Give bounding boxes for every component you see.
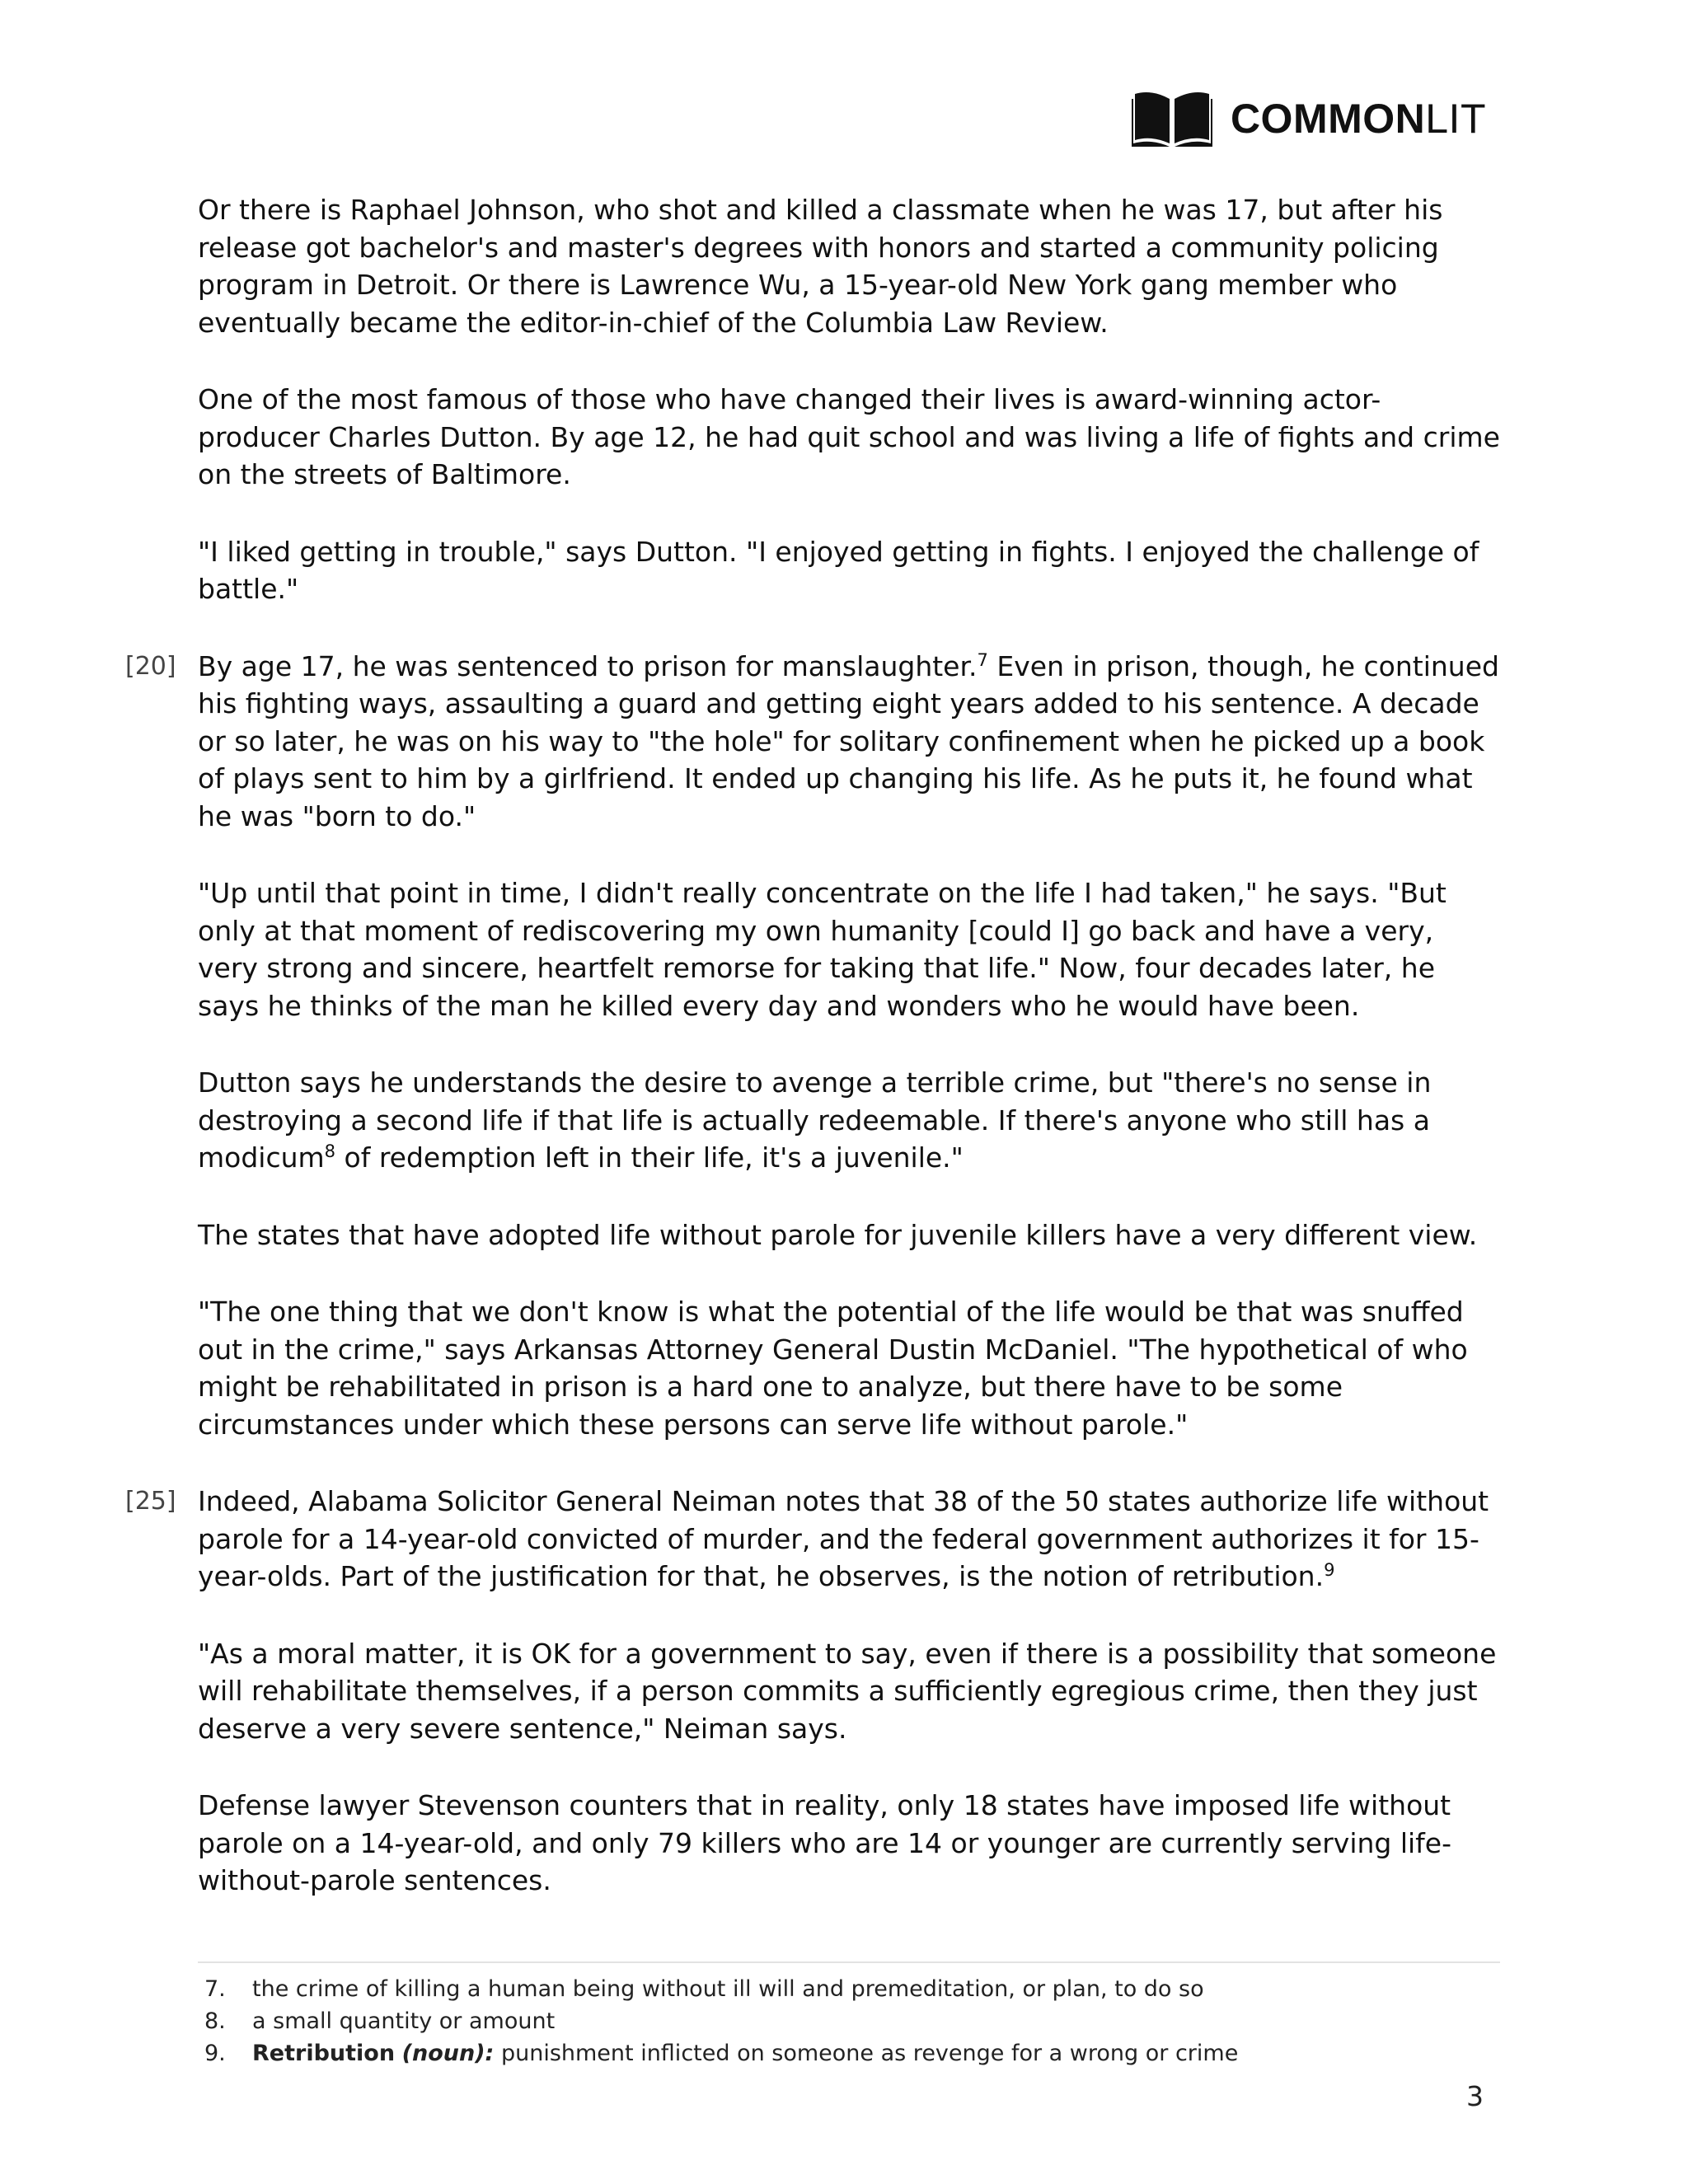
paragraph: Defense lawyer Stevenson counters that in reality, only 18 states have imposed life without parole on a 14-year-old, and only 79 killers who are 14 or younger are currently serving life-without-parole sentences. (198, 1789, 1452, 1896)
footnote: 7. the crime of killing a human being without ill will and premeditation, or plan, to do so (204, 1976, 1204, 2002)
footnote-ref: 7 (977, 649, 988, 670)
paragraph: Or there is Raphael Johnson, who shot and killed a classmate when he was 17, but after his release got bachelor's and master's degrees with honors and started a community policing program in Detroit. Or there is Lawrence Wu, a 15-year-old New York gang member who eventually became the editor-in-chief of the Columbia Law Review. (198, 194, 1443, 339)
paragraph: [25] Indeed, Alabama Solicitor General Neiman notes that 38 of the 50 states authorize life without parole for a 14-year-old convicted of murder, and the federal government authorizes it for 15-year-olds. Part of the justification for that, he observes, is the notion of retribution.$^9$ (198, 1483, 1500, 1596)
paragraph: Dutton says he understands the desire to avenge a terrible crime, but "there's no sense in destroying a second life if that life is actually redeemable. If there's anyone who still has a modicum$^8$ of redemption left in their life, it's a juvenile." (198, 1066, 1432, 1174)
page-number: 3 (1466, 2080, 1484, 2112)
logo-wordmark: COMMONLIT (1230, 96, 1486, 142)
paragraph: [20] By age 17, he was sentenced to prison for manslaughter.$^7$ Even in prison, though, he continued his fighting ways, assaulting a guard and getting eight years added to his sentence. A decade or so later, he was on his way to "the hole" for solitary confinement when he picked up a book of plays sent to him by a girlfriend. It ended up changing his life. As he puts it, he found what he was "born to do." (198, 648, 1500, 836)
footnote-ref: 9 (1324, 1560, 1335, 1580)
footnote-part-of-speech: (noun): (401, 2041, 495, 2066)
footnote: 9. Retribution (noun): punishment inflicted on someone as revenge for a wrong or crime (204, 2041, 1239, 2066)
footnote: 8. a small quantity or amount (204, 2008, 556, 2034)
paragraph: "As a moral matter, it is OK for a government to say, even if there is a possibility that someone will rehabilitate themselves, if a person commits a sufficiently egregious crime, then they just deserve a very severe sentence," Neiman says. (198, 1637, 1497, 1745)
footnote-ref: 8 (324, 1141, 336, 1161)
paragraph: "The one thing that we don't know is what the potential of the life would be that was snuffed out in the crime," says Arkansas Attorney General Dustin McDaniel. "The hypothetical of who might be rehabilitated in prison is a hard one to analyze, but there have to be some circumstances under which these persons can serve life without parole." (198, 1296, 1468, 1441)
commonlit-logo (1132, 89, 1486, 148)
footnotes (198, 1961, 1500, 2069)
paragraph: One of the most famous of those who have changed their lives is award-winning actor-producer Charles Dutton. By age 12, he had quit school and was living a life of fights and crime on the streets of Baltimore. (198, 383, 1500, 490)
footnote-term: Retribution (252, 2041, 396, 2066)
paragraph-number: [25] (125, 1487, 176, 1516)
article-body (125, 191, 1500, 1939)
paragraph: "Up until that point in time, I didn't really concentrate on the life I had taken," he says. "But only at that moment of rediscovering my own humanity [could I] go back and have a very, very strong and sincere, heartfelt remorse for taking that life." Now, four decades later, he says he thinks of the man he killed every day and wonders who he would have been. (198, 877, 1447, 1022)
paragraph-number: [20] (125, 651, 176, 681)
paragraph: The states that have adopted life without parole for juvenile killers have a very different view. (198, 1218, 1478, 1251)
paragraph: "I liked getting in trouble," says Dutton. "I enjoyed getting in fights. I enjoyed the challenge of battle." (198, 535, 1479, 605)
open-book-icon (1132, 89, 1212, 148)
